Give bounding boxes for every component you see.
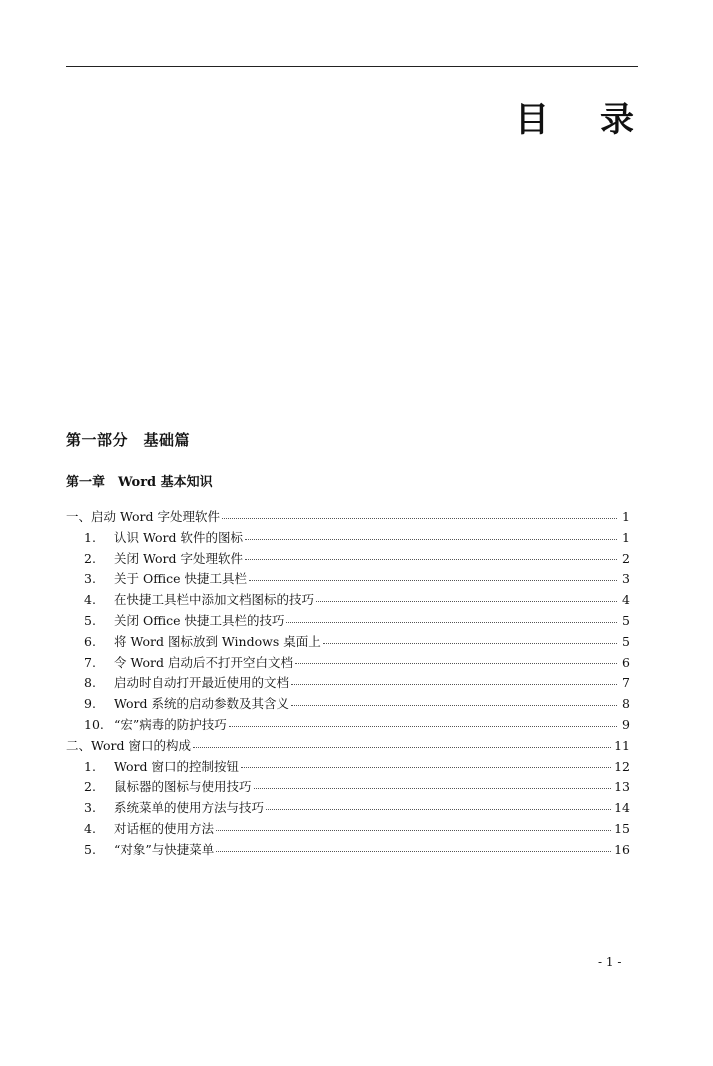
toc-entry-number: 7. (84, 654, 96, 670)
toc-entry-page: 2 (622, 550, 630, 566)
toc-entry-label: 令 Word 启动后不打开空白文档 (114, 654, 293, 670)
toc-item-row[interactable] (66, 819, 630, 840)
toc-entry-label: 将 Word 图标放到 Windows 桌面上 (114, 633, 321, 649)
toc-entry-page: 1 (622, 529, 630, 545)
toc-dot-leader (216, 830, 611, 831)
toc-section-row[interactable] (66, 507, 630, 528)
toc-entry-page: 16 (614, 841, 630, 857)
toc-entry-number: 5. (84, 612, 96, 628)
toc-dot-leader (193, 747, 611, 748)
toc-entry-number: 8. (84, 675, 96, 691)
toc-item-row[interactable] (66, 694, 630, 715)
toc-entry-page: 12 (614, 758, 630, 774)
toc-dot-leader (245, 539, 617, 540)
toc-item-row[interactable] (66, 632, 630, 653)
toc-entry-page: 11 (614, 737, 630, 753)
toc-item-row[interactable] (66, 757, 630, 778)
toc-entry-page: 1 (622, 509, 630, 524)
toc-entry-page: 15 (614, 820, 630, 836)
toc-dot-leader (222, 518, 617, 519)
toc-dot-leader (286, 622, 617, 623)
toc-dot-leader (216, 851, 611, 852)
toc-entry-number: 6. (84, 633, 96, 649)
toc-entry-page: 14 (614, 800, 630, 816)
toc-section-row[interactable] (66, 736, 630, 757)
toc-entry-number: 4. (84, 592, 96, 608)
toc-entry-page: 7 (622, 675, 630, 691)
toc-dot-leader (266, 809, 611, 810)
toc-entry-page: 5 (622, 633, 630, 649)
toc-title-char-1: 目 (515, 100, 549, 140)
page-number: - 1 - (598, 955, 622, 969)
toc-dot-leader (254, 788, 612, 789)
part-title: 第一部分 基础篇 (66, 431, 191, 449)
toc-dot-leader (291, 705, 617, 706)
toc-item-row[interactable] (66, 528, 630, 549)
toc-item-row[interactable] (66, 673, 630, 694)
toc-dot-leader (249, 580, 617, 581)
table-of-contents (66, 507, 630, 861)
toc-entry-page: 4 (622, 592, 630, 608)
toc-entry-number: 10. (84, 716, 104, 732)
chapter-title: 第一章 Word 基本知识 (66, 475, 213, 490)
toc-entry-page: 9 (622, 716, 630, 732)
toc-entry-page: 5 (622, 612, 630, 628)
toc-entry-number: 3. (84, 800, 96, 816)
toc-entry-label: Word 系统的启动参数及其含义 (114, 696, 289, 712)
toc-dot-leader (323, 643, 617, 644)
toc-entry-page: 3 (622, 571, 630, 587)
toc-entry-label: 关闭 Office 快捷工具栏的技巧 (114, 612, 285, 628)
toc-item-row[interactable] (66, 611, 630, 632)
toc-dot-leader (291, 684, 617, 685)
toc-entry-label: 启动时自动打开最近使用的文档 (114, 675, 290, 691)
toc-entry-number: 2. (84, 550, 96, 566)
toc-entry-page: 13 (614, 779, 630, 795)
toc-entry-label: 二、Word 窗口的构成 (66, 737, 191, 753)
toc-entry-label: 一、启动 Word 字处理软件 (66, 509, 220, 524)
toc-entry-label: 认识 Word 软件的图标 (114, 529, 243, 545)
toc-entry-label: 鼠标器的图标与使用技巧 (114, 779, 252, 795)
toc-entry-label: Word 窗口的控制按钮 (114, 758, 239, 774)
toc-entry-number: 4. (84, 820, 96, 836)
toc-item-row[interactable] (66, 590, 630, 611)
toc-entry-number: 1. (84, 529, 96, 545)
toc-entry-label: 在快捷工具栏中添加文档图标的技巧 (114, 592, 315, 608)
toc-entry-label: “宏”病毒的防护技巧 (114, 716, 227, 732)
toc-dot-leader (245, 559, 617, 560)
toc-title-char-2: 录 (600, 100, 634, 140)
toc-entry-number: 3. (84, 571, 96, 587)
toc-item-row[interactable] (66, 569, 630, 590)
toc-entry-label: 关于 Office 快捷工具栏 (114, 571, 247, 587)
toc-dot-leader (241, 767, 611, 768)
toc-entry-label: 系统菜单的使用方法与技巧 (114, 800, 265, 816)
toc-item-row[interactable] (66, 549, 630, 570)
toc-entry-number: 1. (84, 758, 96, 774)
toc-entry-page: 6 (622, 654, 630, 670)
header-rule (66, 66, 638, 67)
toc-dot-leader (295, 663, 617, 664)
toc-item-row[interactable] (66, 653, 630, 674)
toc-entry-number: 2. (84, 779, 96, 795)
toc-entry-number: 9. (84, 696, 96, 712)
toc-entry-label: 对话框的使用方法 (114, 820, 215, 836)
toc-entry-label: 关闭 Word 字处理软件 (114, 550, 243, 566)
toc-item-row[interactable] (66, 715, 630, 736)
toc-entry-label: “对象”与快捷菜单 (114, 841, 215, 857)
toc-entry-page: 8 (622, 696, 630, 712)
toc-dot-leader (316, 601, 617, 602)
toc-item-row[interactable] (66, 840, 630, 861)
toc-item-row[interactable] (66, 798, 630, 819)
toc-item-row[interactable] (66, 777, 630, 798)
toc-dot-leader (229, 726, 617, 727)
toc-entry-number: 5. (84, 841, 96, 857)
